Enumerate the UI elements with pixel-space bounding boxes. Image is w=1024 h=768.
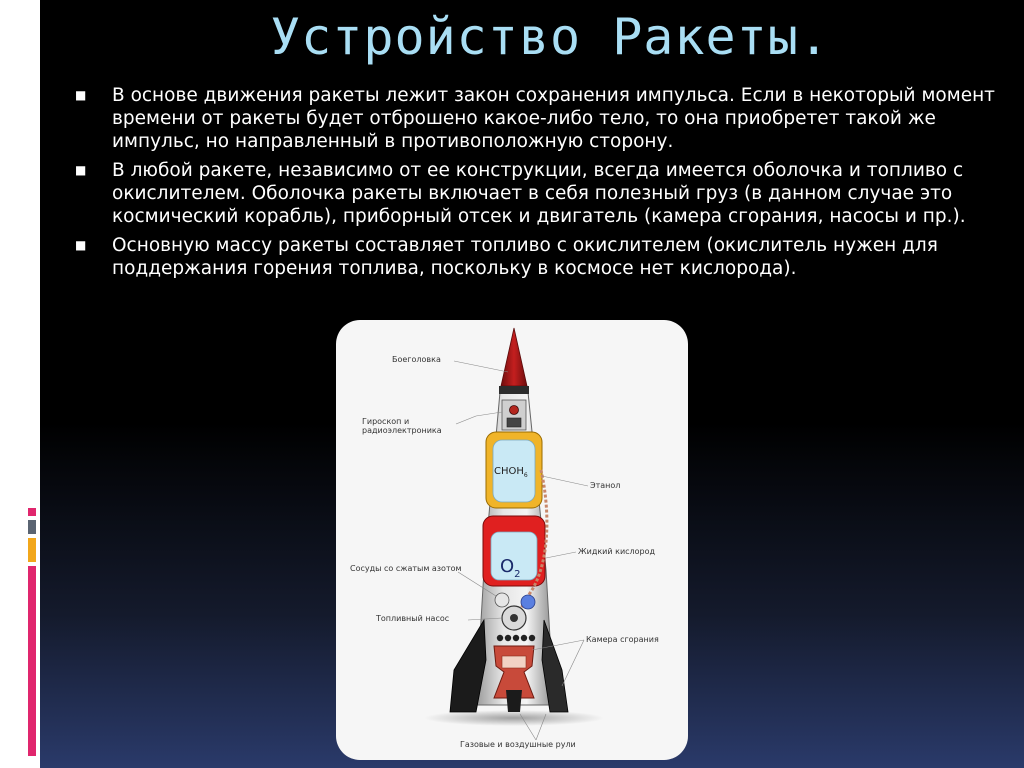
gyroscope-icon <box>510 406 519 415</box>
accent-bar-pink <box>28 566 36 756</box>
accent-bar-orange <box>28 538 36 562</box>
slide-title: Устройство Ракеты. <box>270 8 830 66</box>
bullet-marker-icon: ■ <box>75 88 87 102</box>
label-chamber: Камера сгорания <box>586 635 659 644</box>
label-gyro-line2: радиоэлектроника <box>362 426 442 435</box>
bullet-marker-icon: ■ <box>75 238 87 252</box>
bullet-item <box>72 159 1012 228</box>
chamber-window <box>502 656 526 668</box>
nitrogen-vessel <box>495 593 509 607</box>
bullet-marker-icon: ■ <box>75 163 87 177</box>
ground-shadow <box>424 710 604 726</box>
label-rudders: Газовые и воздушные рули <box>460 740 576 749</box>
rocket-diagram-card <box>336 320 688 760</box>
label-gyro-line1: Гироскоп и <box>362 417 410 426</box>
nitrogen-vessel <box>521 595 535 609</box>
label-warhead: Боеголовка <box>392 355 441 364</box>
label-ethanol: Этанол <box>590 481 621 490</box>
electronics-block <box>507 418 521 427</box>
ethanol-formula: $CHOH_6$ <box>494 466 528 479</box>
nose-ring <box>499 386 529 394</box>
label-nitrogen: Сосуды со сжатым азотом <box>350 564 462 573</box>
bullet-text: Основную массу ракеты составляет топливо с окислителем (окислитель нужен для поддержания горения топлива, поскольку в космосе нет кислорода). <box>112 235 938 279</box>
label-lox: Жидкий кислород <box>578 547 656 556</box>
nose-cone <box>501 328 527 386</box>
fuel-pump-hub <box>510 614 518 622</box>
bullet-text: В основе движения ракеты лежит закон сохранения импульса. Если в некоторый момент времени от ракеты будет отброшено какое-либо тело, то она приобретет такой же импульс, но направленный в противоположную сторону. <box>112 85 995 152</box>
center-fin <box>506 690 522 712</box>
rocket-diagram <box>336 320 688 760</box>
bullet-list <box>72 84 1012 286</box>
label-fuel-pump: Топливный насос <box>376 614 450 623</box>
bullet-item <box>72 84 1012 153</box>
accent-bar-pink-top <box>28 508 36 516</box>
bullet-text: В любой ракете, независимо от ее конструкции, всегда имеется оболочка и топливо с окислителем. Оболочка ракеты включает в себя полезный груз (в данном случае это космический корабль), приборный отсек и двигатель (камера сгорания, насосы и пр.). <box>112 160 966 227</box>
oxygen-formula: $O_2$ <box>500 556 521 580</box>
accent-bar-gray <box>28 520 36 534</box>
bullet-item <box>72 234 1012 280</box>
